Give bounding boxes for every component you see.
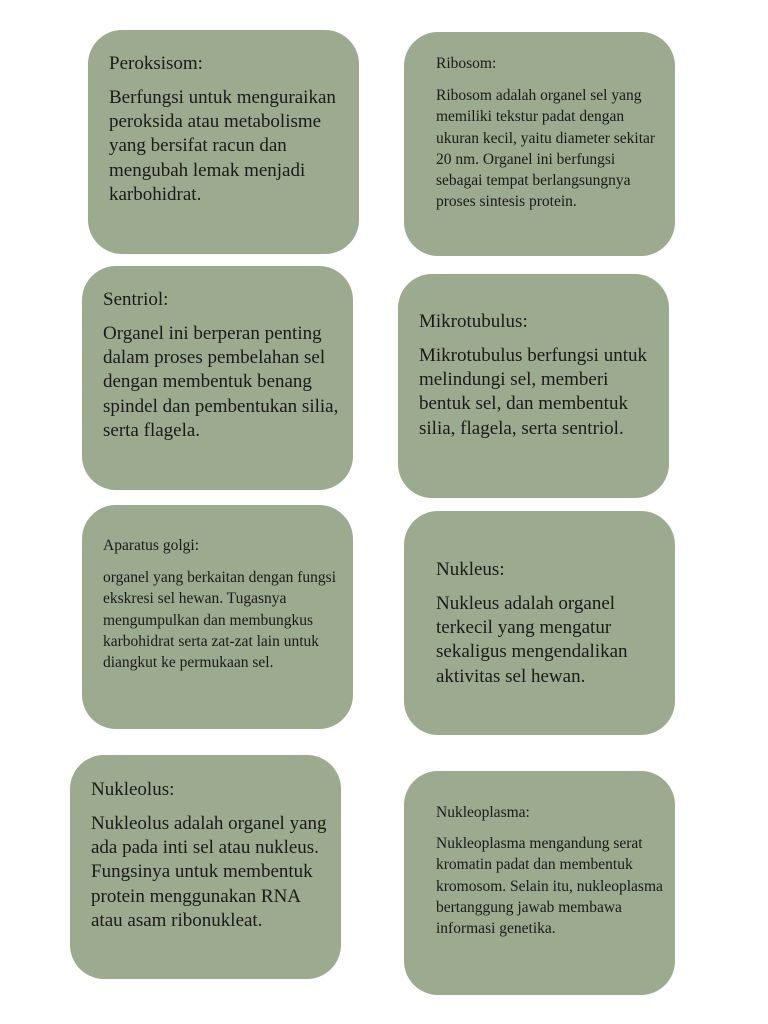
card-mikrotubulus — [398, 274, 669, 498]
card-title: Sentriol: — [103, 289, 169, 310]
card-title: Nukleus: — [436, 559, 505, 580]
card-nukleus — [404, 511, 675, 735]
card-title: Mikrotubulus: — [419, 311, 528, 332]
card-nukleolus — [70, 755, 341, 979]
card-title: Nukleoplasma: — [436, 804, 530, 821]
card-body: Organel ini berperan penting dalam proses pembelahan sel dengan membentuk benang spindel dan pembentukan silia, serta flagela. — [103, 323, 339, 441]
card-ribosom — [404, 32, 675, 256]
card-nukleoplasma — [404, 771, 675, 995]
card-title: Aparatus golgi: — [103, 537, 199, 554]
card-body: Nukleoplasma mengandung serat kromatin padat dan membentuk kromosom. Selain itu, nukleoplasma bertanggung jawab membawa informasi genetika. — [436, 835, 663, 938]
card-body: Mikrotubulus berfungsi untuk melindungi sel, memberi bentuk sel, dan membentuk silia, flagela, serta sentriol. — [419, 345, 647, 439]
card-body: Nukleus adalah organel terkecil yang mengatur sekaligus mengendalikan aktivitas sel hewan. — [436, 593, 628, 687]
card-title: Ribosom: — [436, 55, 497, 72]
card-sentriol — [82, 266, 353, 490]
card-body: Ribosom adalah organel sel yang memiliki tekstur padat dengan ukuran kecil, yaitu diameter sekitar 20 nm. Organel ini berfungsi sebagai tempat berlangsungnya proses sintesis protein. — [436, 87, 656, 211]
card-body: Nukleolus adalah organel yang ada pada inti sel atau nukleus. Fungsinya untuk membentuk protein menggunakan RNA atau asam ribonukleat. — [91, 813, 327, 931]
card-body: organel yang berkaitan dengan fungsi ekskresi sel hewan. Tugasnya mengumpulkan dan membungkus karbohidrat serta zat-zat lain untuk diangkut ke permukaan sel. — [103, 569, 336, 672]
card-peroksisom — [88, 30, 359, 254]
card-title: Nukleolus: — [91, 779, 175, 800]
card-body: Berfungsi untuk menguraikan peroksida atau metabolisme yang bersifat racun dan mengubah lemak menjadi karbohidrat. — [109, 87, 336, 205]
card-title: Peroksisom: — [109, 53, 203, 74]
card-aparatus-golgi — [82, 505, 353, 729]
